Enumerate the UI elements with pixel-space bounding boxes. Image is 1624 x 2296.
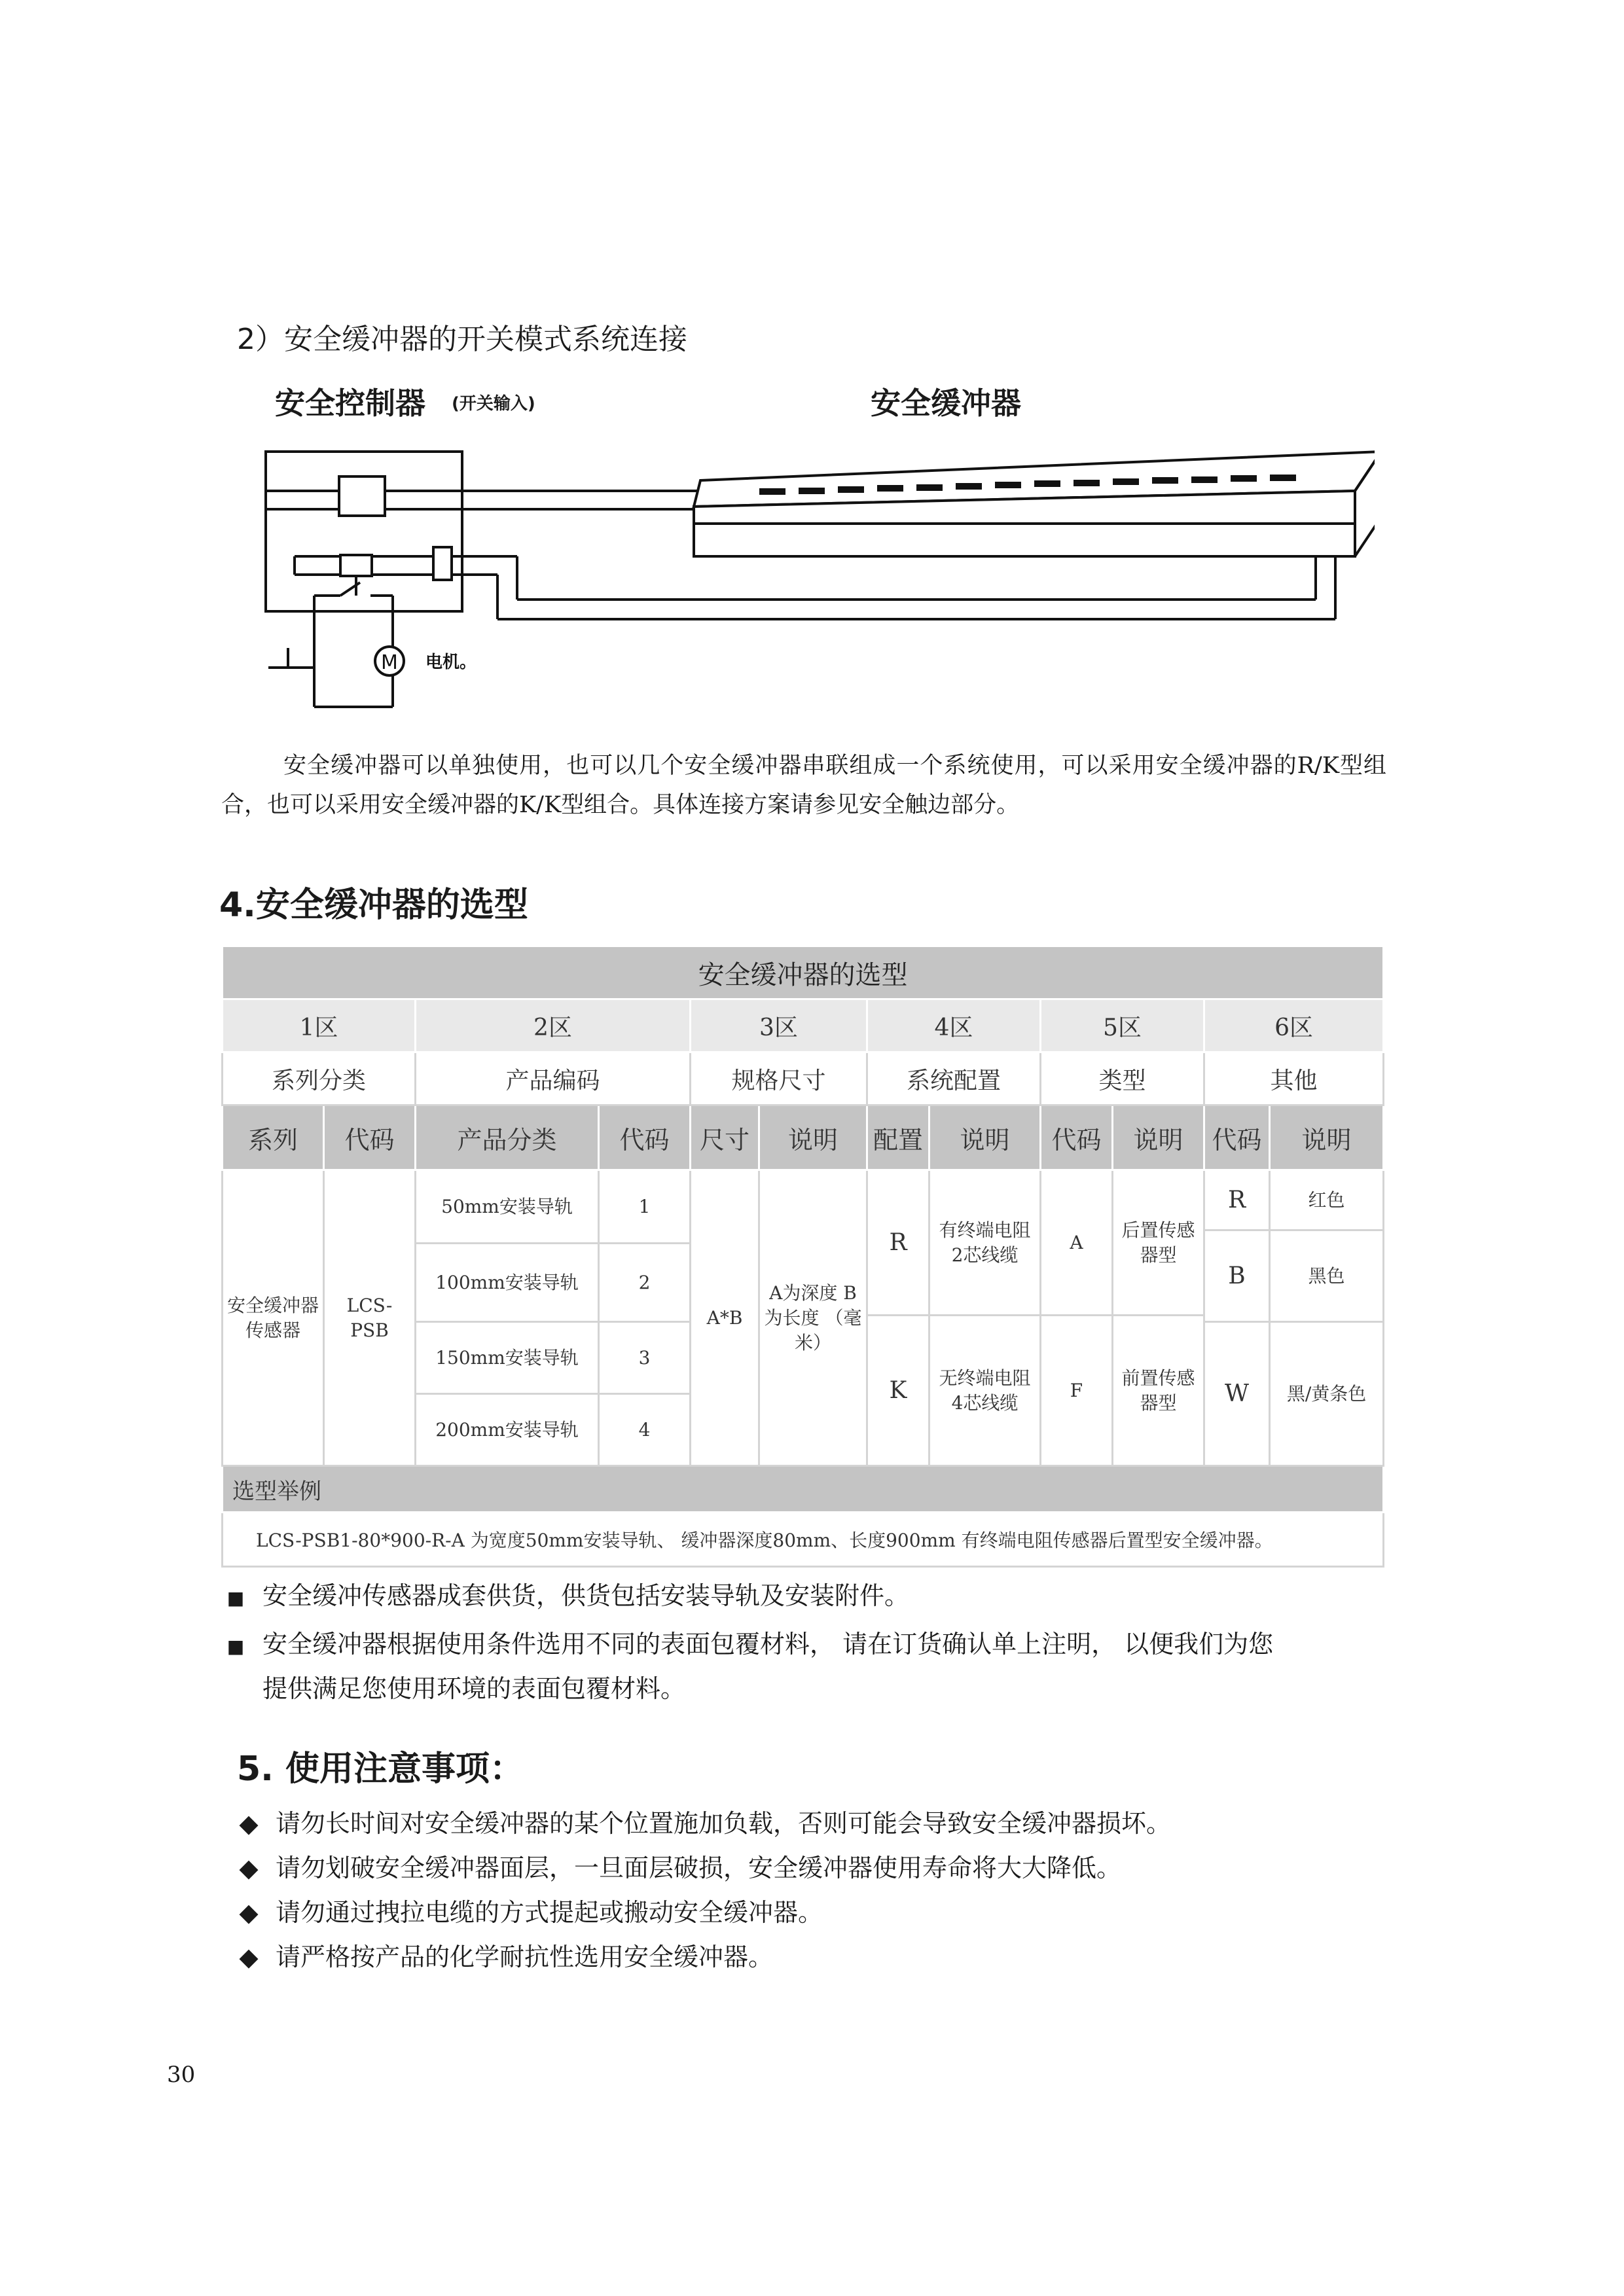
- col-header: 产品分类: [416, 1105, 599, 1170]
- product-code: 2: [599, 1244, 691, 1322]
- section5-title: 5. 使用注意事项：: [237, 1749, 524, 1789]
- col-header: 系列: [223, 1105, 324, 1170]
- type-desc: 前置传感器型: [1113, 1316, 1204, 1466]
- other-desc: 黑色: [1270, 1230, 1384, 1322]
- product-name: 50mm安装导轨: [416, 1170, 599, 1244]
- group-5: 类型: [1041, 1052, 1204, 1105]
- note-item: [226, 1623, 1286, 1710]
- other-code: R: [1204, 1170, 1270, 1230]
- type-code: F: [1041, 1316, 1113, 1466]
- diamond-bullet-icon: ◆: [239, 1809, 259, 1838]
- other-code: W: [1204, 1322, 1270, 1466]
- caution-item: [239, 1801, 1378, 1846]
- col-header: 配置: [867, 1105, 929, 1170]
- caution-item: [239, 1890, 1378, 1935]
- diamond-bullet-icon: ◆: [239, 1854, 259, 1882]
- product-code: 1: [599, 1170, 691, 1244]
- zone-1: 1区: [223, 999, 416, 1052]
- zone-5: 5区: [1041, 999, 1204, 1052]
- zone-3: 3区: [691, 999, 867, 1052]
- group-1: 系列分类: [223, 1052, 416, 1105]
- product-name: 200mm安装导轨: [416, 1394, 599, 1466]
- group-4: 系统配置: [867, 1052, 1041, 1105]
- paragraph-connection: 安全缓冲器可以单独使用，也可以几个安全缓冲器串联组成一个系统使用，可以采用安全缓冲器的R/K型组合，也可以采用安全缓冲器的K/K型组合。具体连接方案请参见安全触边部分。: [221, 753, 1386, 818]
- caution-item: [239, 1935, 1378, 1979]
- product-name: 150mm安装导轨: [416, 1322, 599, 1394]
- group-3: 规格尺寸: [691, 1052, 867, 1105]
- series-code: LCS-PSB: [324, 1170, 416, 1466]
- diamond-bullet-icon: ◆: [239, 1898, 259, 1927]
- subsection-title: 2）安全缓冲器的开关模式系统连接: [237, 323, 687, 356]
- note-text: 安全缓冲器根据使用条件选用不同的表面包覆材料， 请在订货确认单上注明， 以便我们为您提供满足您使用环境的表面包覆材料。: [262, 1630, 1274, 1703]
- col-header: 说明: [1113, 1105, 1204, 1170]
- size: A*B: [691, 1170, 759, 1466]
- col-header: 说明: [759, 1105, 867, 1170]
- col-header: 说明: [929, 1105, 1041, 1170]
- product-code: 3: [599, 1322, 691, 1394]
- caution-text: 请勿长时间对安全缓冲器的某个位置施加负载，否则可能会导致安全缓冲器损坏。: [276, 1809, 1172, 1838]
- table-title: 安全缓冲器的选型: [223, 946, 1384, 999]
- product-code: 4: [599, 1394, 691, 1466]
- motor-symbol-text: M: [381, 651, 398, 674]
- caution-text: 请勿划破安全缓冲器面层，一旦面层破损，安全缓冲器使用寿命将大大降低。: [276, 1854, 1122, 1882]
- caution-text: 请严格按产品的化学耐抗性选用安全缓冲器。: [276, 1943, 774, 1971]
- note-text: 安全缓冲传感器成套供货，供货包括安装导轨及安装附件。: [262, 1581, 910, 1610]
- config-desc: 有终端电阻2芯线缆: [929, 1170, 1041, 1316]
- other-code: B: [1204, 1230, 1270, 1322]
- section4-title: 4.安全缓冲器的选型: [219, 886, 528, 925]
- relay-coil: [339, 476, 385, 516]
- page-number: 30: [167, 2062, 196, 2088]
- zone-6: 6区: [1204, 999, 1384, 1052]
- note-item: [226, 1575, 1286, 1619]
- controller-label: 安全控制器: [275, 386, 425, 421]
- relay-box: [340, 555, 372, 576]
- col-header: 说明: [1270, 1105, 1384, 1170]
- wiring-diagram: [249, 367, 1375, 720]
- controller-note: (开关输入): [452, 394, 535, 414]
- group-6: 其他: [1204, 1052, 1384, 1105]
- contact-box: [433, 547, 452, 580]
- config-code: K: [867, 1316, 929, 1466]
- caution-list: [239, 1801, 1378, 1979]
- zone-2: 2区: [416, 999, 691, 1052]
- example-text: LCS-PSB1-80*900-R-A 为宽度50mm安装导轨、 缓冲器深度80mm、长度900mm 有终端电阻传感器后置型安全缓冲器。: [223, 1513, 1384, 1567]
- square-bullet-icon: ■: [226, 1636, 245, 1657]
- config-code: R: [867, 1170, 929, 1316]
- product-name: 100mm安装导轨: [416, 1244, 599, 1322]
- selection-table: [221, 945, 1384, 1568]
- group-2: 产品编码: [416, 1052, 691, 1105]
- config-desc: 无终端电阻 4芯线缆: [929, 1316, 1041, 1466]
- type-desc: 后置传感器型: [1113, 1170, 1204, 1316]
- size-desc: A为深度 B为长度 （毫米）: [759, 1170, 867, 1466]
- zone-4: 4区: [867, 999, 1041, 1052]
- caution-text: 请勿通过拽拉电缆的方式提起或搬动安全缓冲器。: [276, 1898, 823, 1927]
- col-header: 尺寸: [691, 1105, 759, 1170]
- caution-item: [239, 1846, 1378, 1890]
- diamond-bullet-icon: ◆: [239, 1943, 259, 1971]
- col-header: 代码: [1204, 1105, 1270, 1170]
- motor-label: 电机。: [425, 653, 477, 672]
- col-header: 代码: [599, 1105, 691, 1170]
- other-desc: 红色: [1270, 1170, 1384, 1230]
- wiring-svg: [249, 367, 1375, 720]
- col-header: 代码: [324, 1105, 416, 1170]
- square-bullet-icon: ■: [226, 1587, 245, 1609]
- example-label: 选型举例: [223, 1466, 1384, 1513]
- col-header: 代码: [1041, 1105, 1113, 1170]
- bumper-label: 安全缓冲器: [871, 386, 1021, 421]
- series-name: 安全缓冲器传感器: [223, 1170, 324, 1466]
- type-code: A: [1041, 1170, 1113, 1316]
- other-desc: 黑/黄条色: [1270, 1322, 1384, 1466]
